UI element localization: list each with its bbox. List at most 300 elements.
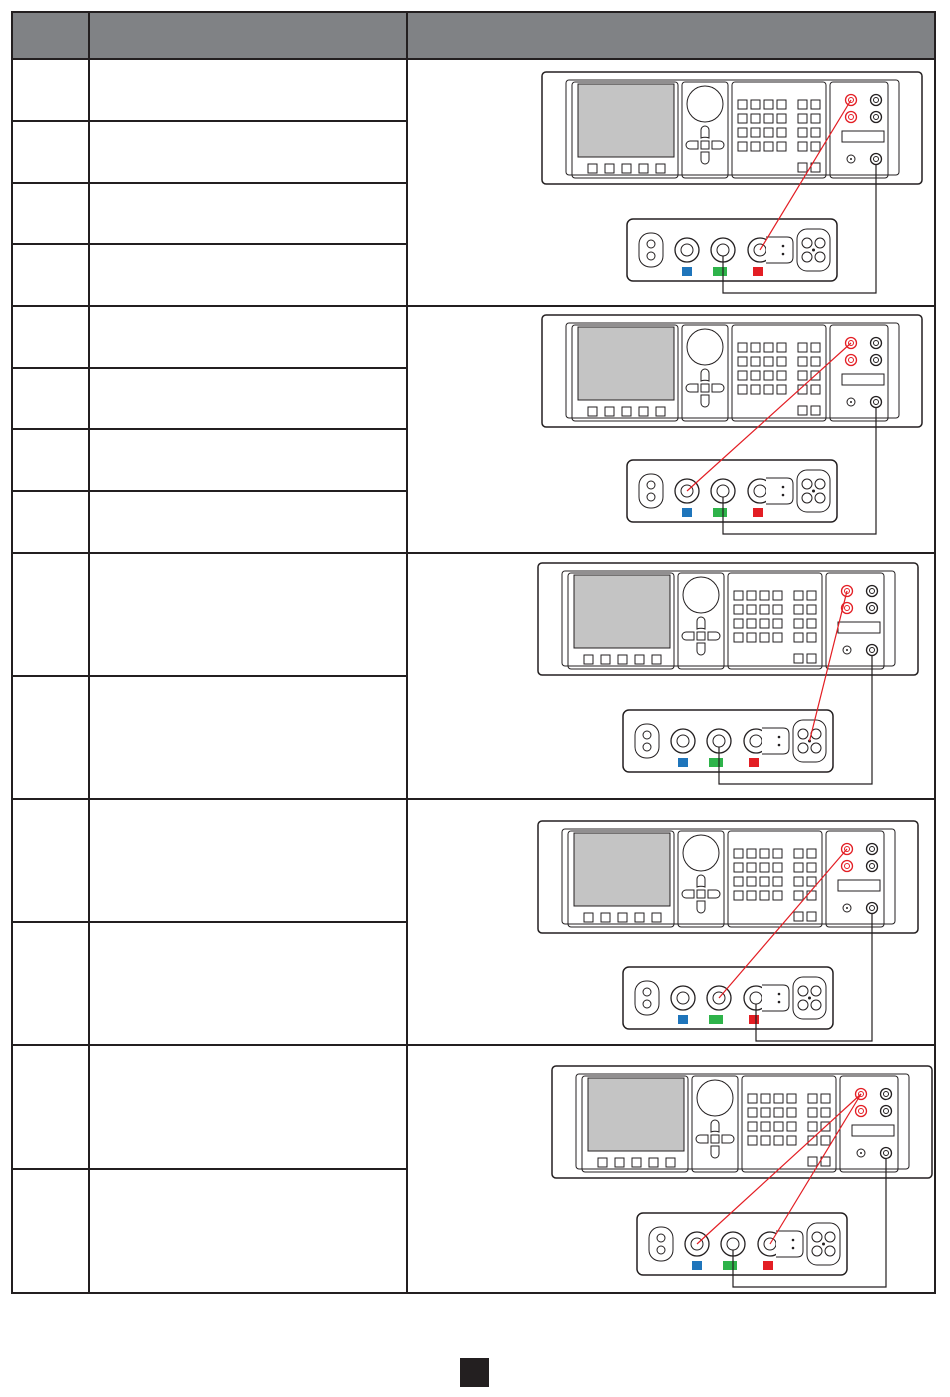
red-marker (753, 508, 763, 517)
calibrator-device (542, 72, 922, 184)
display-slot (842, 374, 884, 385)
keypad-key (751, 343, 760, 352)
clamp-pin (802, 252, 812, 262)
keypad-key (773, 891, 782, 900)
function-key (798, 406, 807, 415)
shield-dot (782, 253, 785, 256)
terminal-center (874, 157, 879, 162)
nav-right-key (712, 384, 724, 392)
clamp-pin (815, 238, 825, 248)
clamp-center-dot (808, 997, 811, 1000)
clamp-pin (825, 1246, 835, 1256)
keypad-key (734, 605, 743, 614)
calibrator-screen (578, 327, 674, 400)
keypad-key (764, 371, 773, 380)
red-marker (749, 758, 759, 767)
keypad-key (748, 1136, 757, 1145)
keypad-key (773, 863, 782, 872)
function-key (808, 1108, 817, 1117)
keypad-key (747, 849, 756, 858)
connector-pin (643, 731, 651, 739)
keypad-key (764, 343, 773, 352)
softkey (652, 655, 661, 664)
keypad-key (760, 591, 769, 600)
keypad-key (734, 591, 743, 600)
blue-marker (682, 267, 692, 276)
function-key (794, 891, 803, 900)
calibrator-device (538, 821, 918, 933)
terminal-center (874, 341, 879, 346)
nav-center-key (697, 632, 705, 640)
keypad-key (777, 385, 786, 394)
softkey (618, 913, 627, 922)
keypad-key (738, 128, 747, 137)
calibrator-screen (574, 833, 670, 906)
clamp-pin (815, 493, 825, 503)
clamp-pin (811, 743, 821, 753)
rotary-dial (687, 329, 723, 365)
terminal-center (845, 606, 850, 611)
function-key (807, 605, 816, 614)
nav-center-key (701, 141, 709, 149)
shield-dot (778, 744, 781, 747)
instrument-left-connector (649, 1227, 673, 1261)
keypad-key (751, 114, 760, 123)
keypad-key (774, 1122, 783, 1131)
terminal-center (870, 648, 875, 653)
function-key (798, 343, 807, 352)
jack-center (750, 992, 762, 1004)
keypad-key (777, 343, 786, 352)
instrument-jack3-shield (762, 985, 789, 1011)
terminal-center (870, 906, 875, 911)
keypad-key (773, 849, 782, 858)
keypad-key (734, 863, 743, 872)
connector-pin (657, 1246, 665, 1254)
keypad-key (751, 128, 760, 137)
jack-center (677, 735, 689, 747)
connector-pin (643, 988, 651, 996)
nav-right-key (722, 1135, 734, 1143)
shield-dot (792, 1247, 795, 1250)
function-key (794, 863, 803, 872)
terminal-center (870, 589, 875, 594)
keypad-key (738, 385, 747, 394)
keypad-key (764, 128, 773, 137)
nav-up-key (711, 1120, 719, 1132)
nav-left-key (682, 632, 694, 640)
page-marker (460, 1358, 489, 1387)
function-key (821, 1108, 830, 1117)
instrument-device (627, 460, 837, 522)
softkey (601, 655, 610, 664)
keypad-key (761, 1122, 770, 1131)
shield-dot (782, 486, 785, 489)
green-marker (723, 1261, 737, 1270)
nav-right-key (708, 632, 720, 640)
calibrator-screen (578, 84, 674, 157)
function-key (808, 1157, 817, 1166)
clamp-center-dot (812, 249, 815, 252)
clamp-pin (798, 1000, 808, 1010)
clamp-pin (798, 729, 808, 739)
keypad-key (734, 633, 743, 642)
softkey (635, 655, 644, 664)
softkey (588, 164, 597, 173)
softkey (598, 1158, 607, 1167)
keypad-key (773, 591, 782, 600)
clamp-pin (798, 743, 808, 753)
keypad-key (787, 1108, 796, 1117)
keypad-key (777, 128, 786, 137)
terminal-center (870, 864, 875, 869)
terminal-center (874, 358, 879, 363)
small-terminal-dot (860, 1152, 862, 1154)
softkey (622, 164, 631, 173)
blue-marker (678, 1015, 688, 1024)
terminal-center (859, 1109, 864, 1114)
keypad-key (748, 1094, 757, 1103)
function-key (794, 633, 803, 642)
softkey (666, 1158, 675, 1167)
keypad-key (764, 142, 773, 151)
keypad-key (747, 633, 756, 642)
keypad-key (761, 1094, 770, 1103)
keypad-key (764, 385, 773, 394)
shield-dot (782, 494, 785, 497)
softkey (584, 913, 593, 922)
blue-marker (682, 508, 692, 517)
function-key (807, 891, 816, 900)
function-key (798, 100, 807, 109)
softkey (584, 655, 593, 664)
calibrator-device (552, 1066, 932, 1178)
softkey (605, 164, 614, 173)
keypad-key (777, 371, 786, 380)
clamp-pin (802, 238, 812, 248)
terminal-center (849, 358, 854, 363)
function-key (807, 877, 816, 886)
display-slot (838, 880, 880, 891)
function-key (798, 163, 807, 172)
connector-pin (647, 481, 655, 489)
keypad-key (773, 619, 782, 628)
nav-down-key (697, 901, 705, 913)
jack-center (727, 1238, 739, 1250)
keypad-key (777, 100, 786, 109)
function-key (807, 619, 816, 628)
terminal-center (874, 400, 879, 405)
keypad-key (777, 114, 786, 123)
connector-pin (657, 1234, 665, 1242)
function-key (811, 114, 820, 123)
small-terminal-dot (846, 649, 848, 651)
function-key (798, 357, 807, 366)
terminal-center (884, 1151, 889, 1156)
instrument-jack3-shield (776, 1231, 803, 1257)
nav-up-key (701, 369, 709, 381)
keypad-key (760, 619, 769, 628)
calibrator-screen (588, 1078, 684, 1151)
function-key (808, 1122, 817, 1131)
keypad-key (787, 1136, 796, 1145)
keypad-key (738, 357, 747, 366)
connection-diagrams (538, 72, 932, 1287)
keypad-key (747, 591, 756, 600)
jack-center (713, 735, 725, 747)
keypad-key (747, 619, 756, 628)
keypad-key (761, 1108, 770, 1117)
jack-center (754, 485, 766, 497)
instrument-device (627, 219, 837, 281)
nav-right-key (712, 141, 724, 149)
instrument-jack3-shield (766, 478, 793, 504)
clamp-pin (802, 493, 812, 503)
function-key (807, 654, 816, 663)
softkey (635, 913, 644, 922)
connection-diagram-2 (542, 315, 922, 534)
keypad-key (734, 619, 743, 628)
connector-pin (643, 743, 651, 751)
instrument-left-connector (635, 724, 659, 758)
keypad-key (760, 633, 769, 642)
connection-diagram-1 (542, 72, 922, 293)
keypad-key (751, 357, 760, 366)
connection-diagram-3 (538, 563, 918, 784)
jack-center (677, 992, 689, 1004)
keypad-key (751, 385, 760, 394)
shield-dot (778, 736, 781, 739)
softkey (601, 913, 610, 922)
function-key (807, 633, 816, 642)
instrument-left-connector (635, 981, 659, 1015)
green-marker (713, 267, 727, 276)
keypad-key (761, 1136, 770, 1145)
softkey (649, 1158, 658, 1167)
keypad-key (764, 114, 773, 123)
function-key (794, 849, 803, 858)
calibrator-screen (574, 575, 670, 648)
display-slot (838, 622, 880, 633)
keypad-key (751, 100, 760, 109)
terminal-center (845, 864, 850, 869)
terminal-center (874, 115, 879, 120)
keypad-key (773, 605, 782, 614)
nav-down-key (701, 152, 709, 164)
rotary-dial (687, 86, 723, 122)
keypad-key (734, 849, 743, 858)
table-header-bg (12, 12, 935, 59)
function-key (794, 654, 803, 663)
shield-dot (792, 1239, 795, 1242)
red-marker (763, 1261, 773, 1270)
terminal-center (874, 98, 879, 103)
small-terminal-dot (846, 907, 848, 909)
shield-dot (778, 1001, 781, 1004)
nav-up-key (697, 875, 705, 887)
keypad-key (760, 849, 769, 858)
function-key (794, 619, 803, 628)
function-key (821, 1136, 830, 1145)
green-marker (709, 758, 723, 767)
function-key (821, 1094, 830, 1103)
keypad-key (747, 863, 756, 872)
terminal-center (870, 847, 875, 852)
function-key (811, 142, 820, 151)
function-key (794, 591, 803, 600)
softkey (588, 407, 597, 416)
nav-left-key (686, 141, 698, 149)
keypad-key (734, 877, 743, 886)
function-key (807, 863, 816, 872)
softkey (639, 407, 648, 416)
green-marker (713, 508, 727, 517)
function-key (794, 605, 803, 614)
instrument-jack3-shield (766, 237, 793, 263)
instrument-jack3-shield (762, 728, 789, 754)
nav-down-key (701, 395, 709, 407)
softkey (605, 407, 614, 416)
connector-pin (647, 252, 655, 260)
keypad-key (777, 142, 786, 151)
connection-diagram-5 (552, 1066, 932, 1287)
nav-down-key (711, 1146, 719, 1158)
keypad-key (738, 343, 747, 352)
keypad-key (738, 114, 747, 123)
softkey (639, 164, 648, 173)
keypad-key (760, 877, 769, 886)
connector-pin (647, 493, 655, 501)
nav-left-key (682, 890, 694, 898)
shield-dot (782, 245, 785, 248)
jack-center (717, 244, 729, 256)
calibrator-device (542, 315, 922, 427)
function-key (798, 128, 807, 137)
keypad-key (748, 1122, 757, 1131)
nav-right-key (708, 890, 720, 898)
keypad-key (738, 100, 747, 109)
clamp-pin (798, 986, 808, 996)
function-key (811, 128, 820, 137)
display-slot (852, 1125, 894, 1136)
keypad-key (764, 357, 773, 366)
nav-up-key (697, 617, 705, 629)
clamp-pin (802, 479, 812, 489)
keypad-key (734, 891, 743, 900)
function-key (807, 591, 816, 600)
keypad-key (760, 605, 769, 614)
function-key (807, 912, 816, 921)
rotary-dial (683, 835, 719, 871)
instrument-left-connector (639, 233, 663, 267)
instrument-left-connector (639, 474, 663, 508)
keypad-key (773, 633, 782, 642)
terminal-center (884, 1109, 889, 1114)
small-terminal-dot (850, 158, 852, 160)
softkey (632, 1158, 641, 1167)
blue-marker (692, 1261, 702, 1270)
softkey (656, 164, 665, 173)
connection-diagram-4 (538, 821, 918, 1041)
nav-up-key (701, 126, 709, 138)
keypad-key (747, 877, 756, 886)
nav-center-key (701, 384, 709, 392)
function-key (798, 114, 807, 123)
keypad-key (760, 891, 769, 900)
keypad-key (738, 371, 747, 380)
instrument-device (623, 710, 833, 772)
terminal-center (870, 606, 875, 611)
jack-center (750, 735, 762, 747)
nav-center-key (697, 890, 705, 898)
keypad-key (774, 1108, 783, 1117)
function-key (811, 343, 820, 352)
softkey (618, 655, 627, 664)
clamp-pin (811, 986, 821, 996)
function-key (798, 142, 807, 151)
keypad-key (751, 142, 760, 151)
keypad-key (760, 863, 769, 872)
clamp-center-dot (812, 490, 815, 493)
rotary-dial (683, 577, 719, 613)
green-marker (709, 1015, 723, 1024)
nav-left-key (686, 384, 698, 392)
softkey (656, 407, 665, 416)
red-marker (749, 1015, 759, 1024)
function-key (811, 385, 820, 394)
calibrator-device (538, 563, 918, 675)
function-key (811, 357, 820, 366)
clamp-center-dot (822, 1243, 825, 1246)
jack-center (681, 244, 693, 256)
clamp-pin (815, 252, 825, 262)
keypad-key (748, 1108, 757, 1117)
clamp-pin (825, 1232, 835, 1242)
keypad-key (738, 142, 747, 151)
keypad-key (764, 100, 773, 109)
instrument-device (637, 1213, 847, 1275)
function-key (794, 877, 803, 886)
nav-center-key (711, 1135, 719, 1143)
connector-pin (647, 240, 655, 248)
terminal-center (849, 115, 854, 120)
clamp-pin (811, 1000, 821, 1010)
instrument-device (623, 967, 833, 1029)
keypad-key (747, 605, 756, 614)
function-key (811, 406, 820, 415)
clamp-pin (815, 479, 825, 489)
keypad-key (787, 1122, 796, 1131)
display-slot (842, 131, 884, 142)
clamp-pin (812, 1232, 822, 1242)
function-key (798, 371, 807, 380)
red-marker (753, 267, 763, 276)
function-key (807, 849, 816, 858)
connector-pin (643, 1000, 651, 1008)
function-key (794, 912, 803, 921)
terminal-center (884, 1092, 889, 1097)
nav-left-key (696, 1135, 708, 1143)
softkey (652, 913, 661, 922)
rotary-dial (697, 1080, 733, 1116)
small-terminal-dot (850, 401, 852, 403)
keypad-key (774, 1136, 783, 1145)
softkey (622, 407, 631, 416)
jack-center (717, 485, 729, 497)
blue-marker (678, 758, 688, 767)
keypad-key (787, 1094, 796, 1103)
nav-down-key (697, 643, 705, 655)
